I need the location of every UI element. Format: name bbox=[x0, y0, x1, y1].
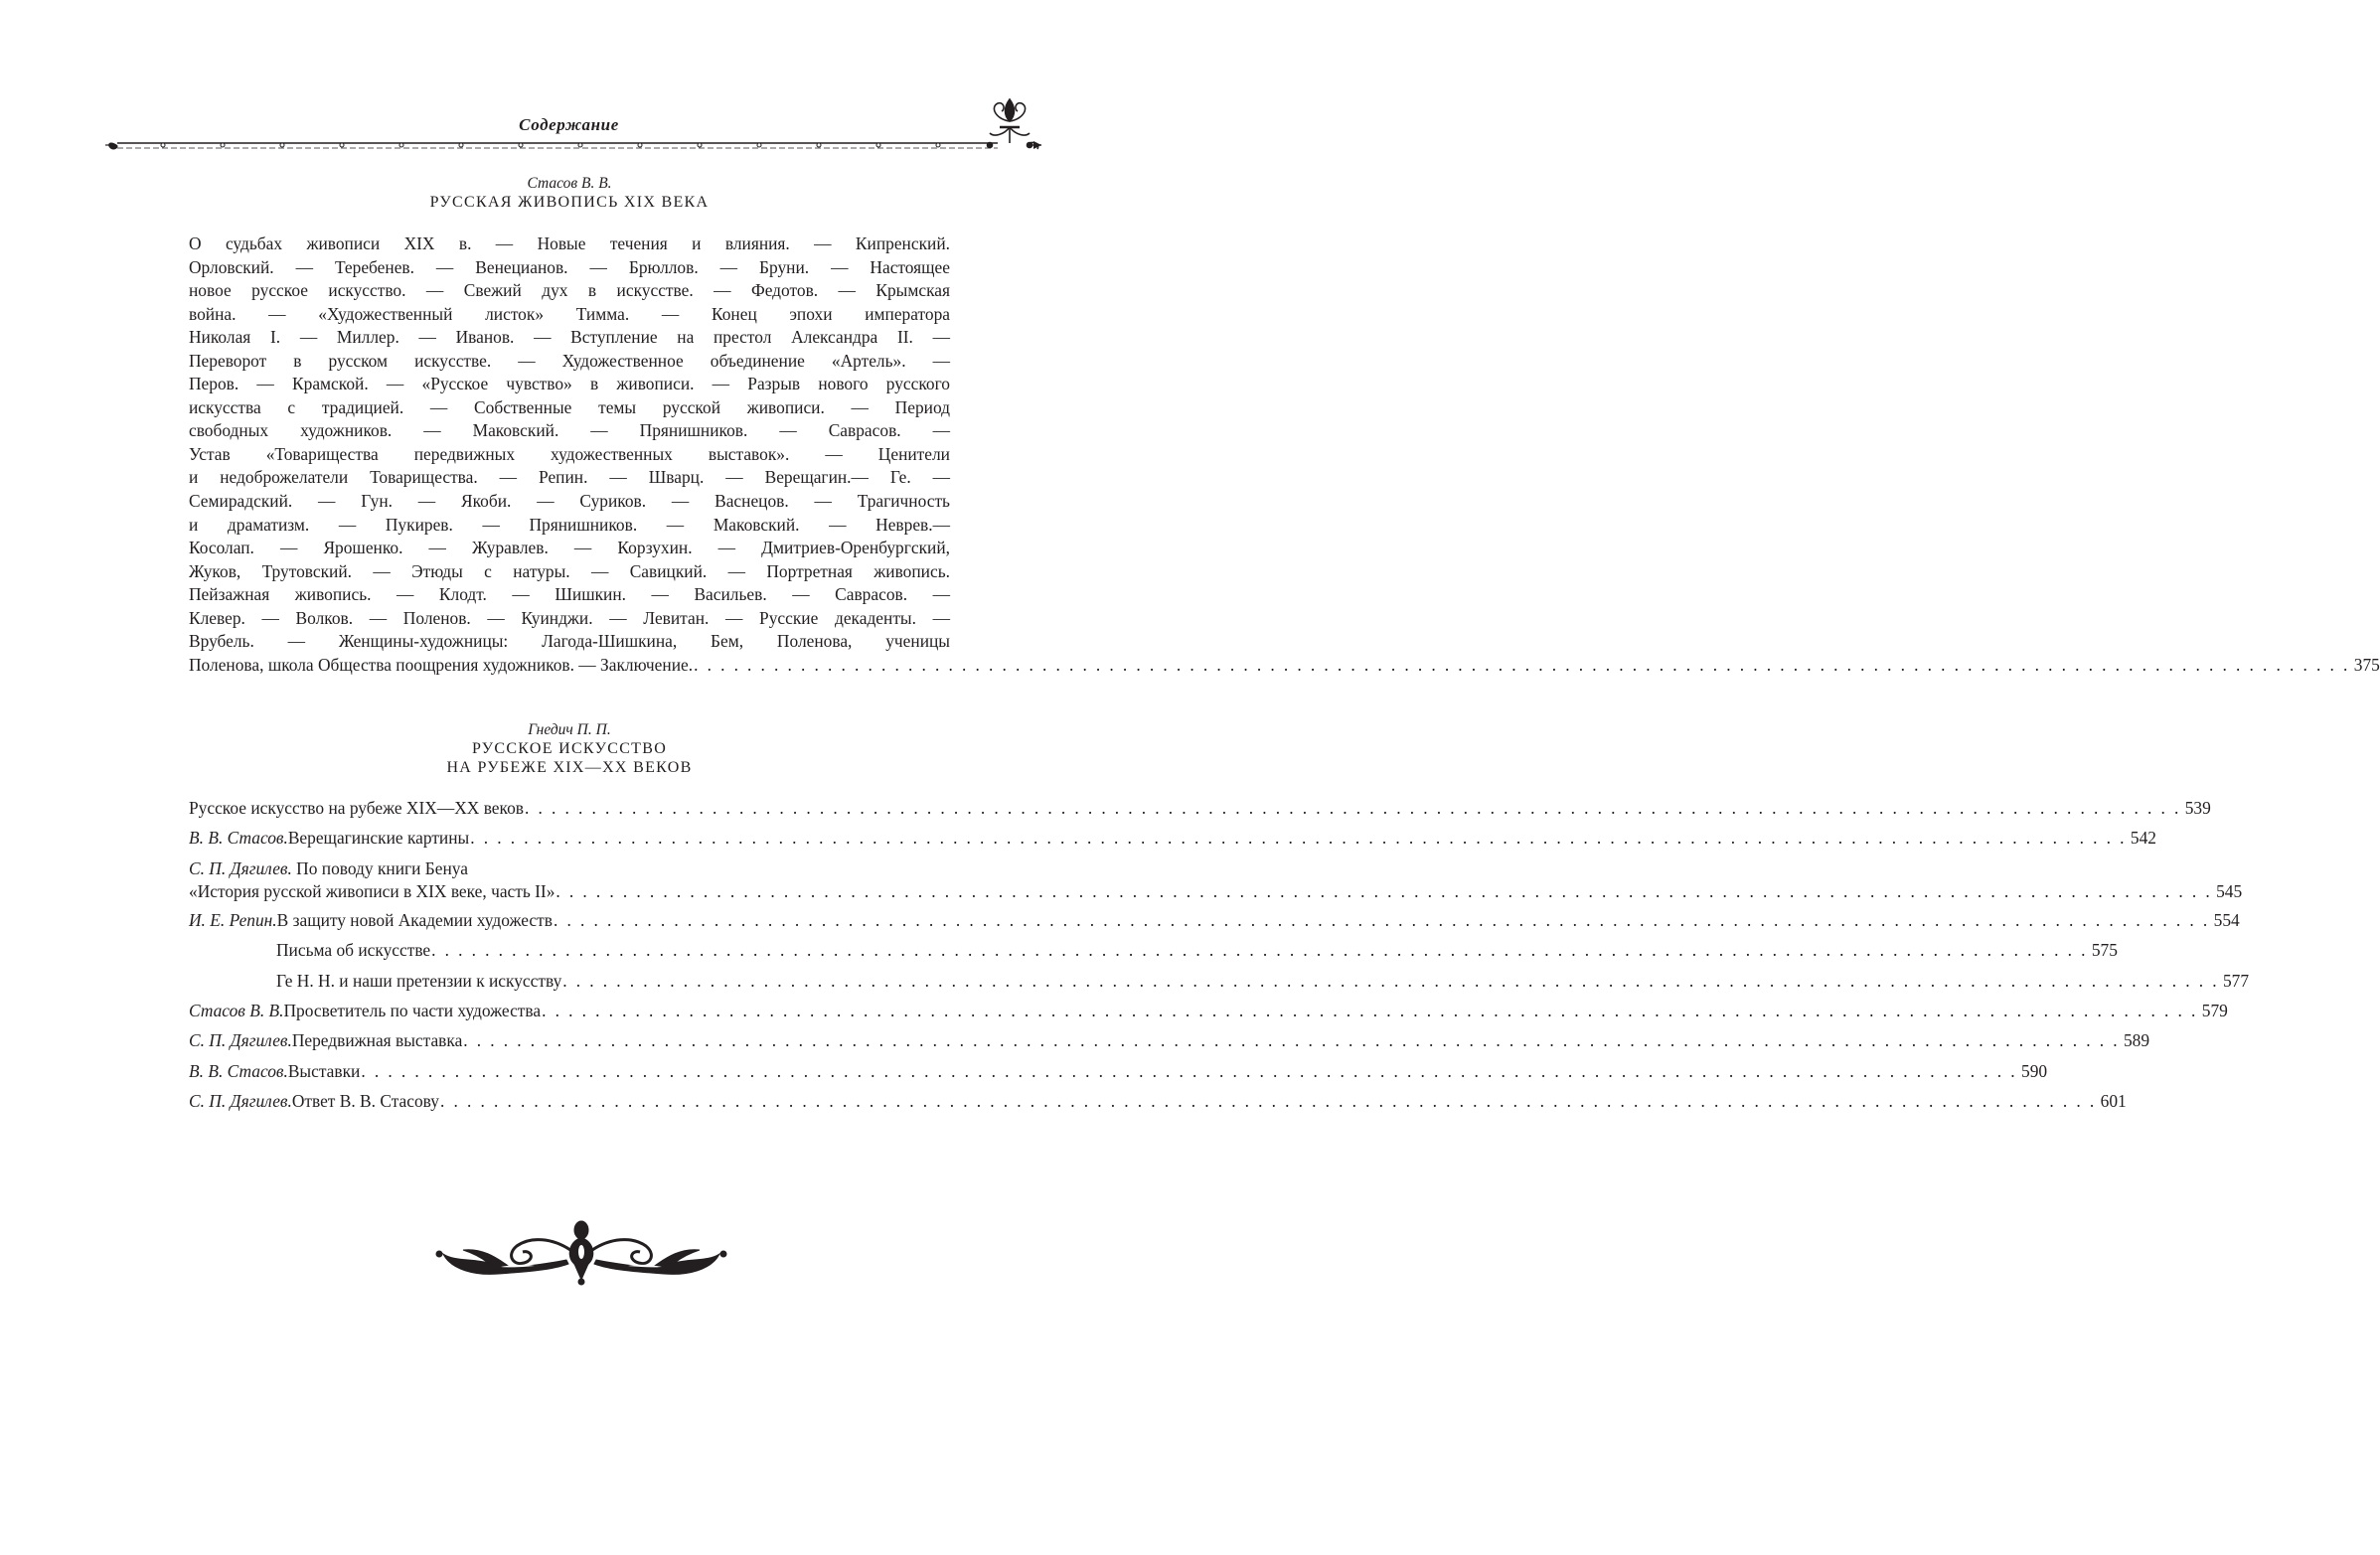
page-number: 542 bbox=[2130, 828, 2156, 849]
section2-title-line1: РУССКОЕ ИСКУССТВО bbox=[471, 740, 668, 757]
paragraph-line: Семирадский. — Гун. — Якоби. — Суриков. — Васнецов. — Трагичность bbox=[189, 491, 950, 512]
toc-entry-second-line bbox=[189, 881, 2243, 902]
toc-entry-title: В защиту новой Академии художеств bbox=[276, 909, 553, 930]
toc-entry bbox=[189, 857, 2243, 910]
toc-entry-title: Русское искусство на рубеже XIX—XX веков bbox=[189, 798, 525, 818]
toc-entry bbox=[189, 1000, 2228, 1030]
toc-entry-title: Ге Н. Н. и наши претензии к искусству bbox=[276, 970, 562, 991]
section1-contents-paragraph bbox=[189, 233, 2380, 677]
page-number: 577 bbox=[2222, 970, 2250, 991]
toc-entry-title: По поводу книги Бенуа bbox=[291, 857, 468, 878]
paragraph-line: Жуков, Трутовский. — Этюды с натуры. — Савицкий. — Портретная живопись. bbox=[189, 560, 950, 581]
toc-entry-author: С. П. Дягилев. bbox=[189, 857, 292, 878]
toc-entry bbox=[189, 1060, 2048, 1091]
paragraph-line: Косолап. — Ярошенко. — Журавлев. — Корзухин. — Дмитриев-Оренбургский, bbox=[189, 538, 950, 558]
paragraph-line: и недоброжелатели Товарищества. — Репин. — Шварц. — Верещагин.— Ге. — bbox=[189, 467, 950, 488]
paragraph-line: Переворот в русском искусстве. — Художественное объединение «Артель». — bbox=[189, 350, 950, 371]
paragraph-last-line bbox=[189, 654, 2380, 678]
paragraph-line: свободных художников. — Маковский. — Прянишников. — Саврасов. — bbox=[189, 420, 950, 441]
paragraph-line: война. — «Художественный листок» Тимма. — Конец эпохи императора bbox=[189, 303, 950, 324]
page-number: 545 bbox=[2216, 881, 2243, 902]
dot-leader: . . . . . . . . . . . . . . . . . . . . . . . . . . . . . . . . . . . . . . . . . . . . . . . . . . . . . . . . . . . . . . . . . . . . . . . . . . . . . . . . . . . . . . . . . . . . . . . . . . . . . . . . . . . . . . . . . . . . . . . . . . . . bbox=[553, 909, 2210, 930]
toc-entry bbox=[189, 940, 2118, 970]
page-number: 590 bbox=[2021, 1060, 2048, 1081]
acanthus-ornament-icon bbox=[435, 1220, 727, 1286]
page-number: 575 bbox=[2091, 940, 2118, 961]
header-ornament-rule bbox=[103, 95, 1043, 161]
section2-toc-list bbox=[189, 798, 2250, 1122]
toc-entry-title: Просветитель по части художества bbox=[283, 1000, 542, 1020]
paragraph-line: Орловский. — Теребенев. — Венецианов. — Брюллов. — Бруни. — Настоящее bbox=[189, 256, 950, 277]
dot-leader: . . . . . . . . . . . . . . . . . . . . . . . . . . . . . . . . . . . . . . . . . . . . . . . . . . . . . . . . . . . . . . . . . . . . . . . . . . . . . . . . . . . . . . . . . . . . . . . . . . . . . . . . . . . . . . . . . . . . . . . . . . . . bbox=[361, 1060, 2018, 1081]
toc-entry bbox=[189, 828, 2156, 857]
toc-entry-author: Стасов В. В. bbox=[189, 1000, 284, 1020]
toc-entry-title: Ответ В. В. Стасову bbox=[291, 1091, 439, 1112]
page-number: 579 bbox=[2201, 1000, 2228, 1020]
page-number: 589 bbox=[2123, 1030, 2150, 1051]
dot-leader: . . . . . . . . . . . . . . . . . . . . . . . . . . . . . . . . . . . . . . . . . . . . . . . . . . . . . . . . . . . . . . . . . . . . . . . . . . . . . . . . . . . . . . . . . . . . . . . . . . . . . . . . . . . . . . . . . . . . . . . . . . . . bbox=[525, 798, 2181, 818]
dot-leader: . . . . . . . . . . . . . . . . . . . . . . . . . . . . . . . . . . . . . . . . . . . . . . . . . . . . . . . . . . . . . . . . . . . . . . . . . . . . . . . . . . . . . . . . . . . . . . . . . . . . . . . . . . . . . . . . . . . . . . . . . . . . bbox=[555, 881, 2213, 902]
paragraph-line: новое русское искусство. — Свежий дух в искусстве. — Федотов. — Крымская bbox=[189, 280, 950, 301]
toc-entry bbox=[189, 909, 2240, 940]
toc-entry bbox=[189, 798, 2211, 828]
page-number: 601 bbox=[2100, 1091, 2127, 1112]
paragraph-line: Клевер. — Волков. — Поленов. — Куинджи. — Левитан. — Русские декаденты. — bbox=[189, 607, 950, 628]
section1-heading bbox=[189, 174, 950, 212]
dot-leader: . . . . . . . . . . . . . . . . . . . . . . . . . . . . . . . . . . . . . . . . . . . . . . . . . . . . . . . . . . . . . . . . . . . . . . . . . . . . . . . . . . . . . . . . . . . . . . . . . . . . . . . . . . . . . . . . . . . . . . . . . . . . bbox=[562, 970, 2219, 991]
toc-entry-title: Верещагинские картины bbox=[287, 828, 470, 849]
dot-leader: . . . . . . . . . . . . . . . . . . . . . . . . . . . . . . . . . . . . . . . . . . . . . . . . . . . . . . . . . . . . . . . . . . . . . . . . . . . . . . . . . . . . . . . . . . . . . . . . . . . . . . . . . . . . . . . . . . . . . . . . . . . . bbox=[470, 828, 2127, 849]
paragraph-line: Врубель. — Женщины-художницы: Лагода-Шишкина, Бем, Поленова, ученицы bbox=[189, 631, 950, 652]
dot-leader: . . . . . . . . . . . . . . . . . . . . . . . . . . . . . . . . . . . . . . . . . . . . . . . . . . . . . . . . . . . . . . . . . . . . . . . . . . . . . . . . . . . . . . . . . . . . . . . . . . . . . . . . . . . . . . . . . . . . . . . . . . . . bbox=[463, 1030, 2120, 1051]
paragraph-line: О судьбах живописи XIX в. — Новые течения и влияния. — Кипренский. bbox=[189, 233, 950, 253]
toc-entry-author: С. П. Дягилев. bbox=[189, 1091, 292, 1112]
section1-author: Стасов В. В. bbox=[527, 175, 612, 192]
toc-entry-author: И. Е. Репин. bbox=[189, 909, 277, 930]
paragraph-line: Поленова, школа Общества поощрения художников. — Заключение. bbox=[189, 654, 694, 675]
toc-entry bbox=[189, 1091, 2127, 1121]
section2-heading bbox=[189, 720, 950, 777]
paragraph-line: искусства с традицией. — Собственные темы русской живописи. — Период bbox=[189, 396, 950, 417]
toc-entry-title-continued: «История русской живописи в XIX веке, часть II» bbox=[189, 881, 555, 902]
dot-leader: . . . . . . . . . . . . . . . . . . . . . . . . . . . . . . . . . . . . . . . . . . . . . . . . . . . . . . . . . . . . . . . . . . . . . . . . . . . . . . . . . . . . . . . . . . . . . . . . . . . . . . . . . . . . . . . . . . . . . . . . . . . . bbox=[431, 940, 2088, 961]
page-number: 375 bbox=[2353, 654, 2380, 675]
toc-entry-author: В. В. Стасов. bbox=[189, 1060, 288, 1081]
toc-entry-title: Письма об искусстве bbox=[276, 940, 431, 961]
paragraph-line: и драматизм. — Пукирев. — Прянишников. — Маковский. — Неврев.— bbox=[189, 514, 950, 535]
section2-author: Гнедич П. П. bbox=[528, 721, 611, 738]
paragraph-line: Устав «Товарищества передвижных художественных выставок». — Ценители bbox=[189, 443, 950, 464]
running-header-title: Содержание bbox=[519, 115, 619, 134]
dot-leader: . . . . . . . . . . . . . . . . . . . . . . . . . . . . . . . . . . . . . . . . . . . . . . . . . . . . . . . . . . . . . . . . . . . . . . . . . . . . . . . . . . . . . . . . . . . . . . . . . . . . . . . . . . . . . . . . . . . . . . . . . . . . bbox=[694, 654, 2350, 675]
toc-entry-author: В. В. Стасов. bbox=[189, 828, 288, 849]
paragraph-line: Николая I. — Миллер. — Иванов. — Вступление на престол Александра II. — bbox=[189, 327, 950, 348]
section1-title: РУССКАЯ ЖИВОПИСЬ XIX ВЕКА bbox=[429, 194, 710, 211]
section2-title-line2: НА РУБЕЖЕ XIX—XX ВЕКОВ bbox=[446, 759, 693, 776]
toc-entry bbox=[189, 970, 2250, 1001]
toc-entry-title: Выставки bbox=[287, 1060, 361, 1081]
dot-leader: . . . . . . . . . . . . . . . . . . . . . . . . . . . . . . . . . . . . . . . . . . . . . . . . . . . . . . . . . . . . . . . . . . . . . . . . . . . . . . . . . . . . . . . . . . . . . . . . . . . . . . . . . . . . . . . . . . . . . . . . . . . . bbox=[542, 1000, 2198, 1020]
paragraph-line: Пейзажная живопись. — Клодт. — Шишкин. — Васильев. — Саврасов. — bbox=[189, 584, 950, 605]
toc-entry-author: С. П. Дягилев. bbox=[189, 1030, 292, 1051]
dot-leader: . . . . . . . . . . . . . . . . . . . . . . . . . . . . . . . . . . . . . . . . . . . . . . . . . . . . . . . . . . . . . . . . . . . . . . . . . . . . . . . . . . . . . . . . . . . . . . . . . . . . . . . . . . . . . . . . . . . . . . . . . . . . bbox=[439, 1091, 2097, 1112]
page-number: 554 bbox=[2213, 909, 2240, 930]
toc-entry-title: Передвижная выставка bbox=[291, 1030, 463, 1051]
paragraph-line: Перов. — Крамской. — «Русское чувство» в живописи. — Разрыв нового русского bbox=[189, 374, 950, 394]
page-number: 539 bbox=[2184, 798, 2211, 818]
toc-entry-first-line bbox=[189, 858, 950, 882]
toc-entry bbox=[189, 1030, 2150, 1060]
